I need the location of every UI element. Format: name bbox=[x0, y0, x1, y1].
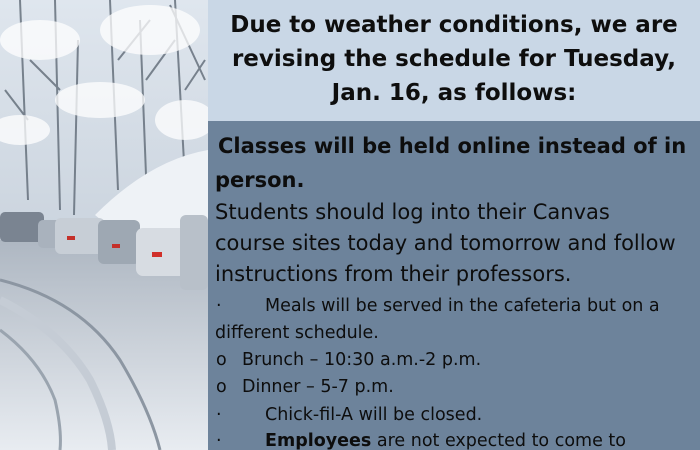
heading-line-1: Due to weather conditions, we are bbox=[230, 12, 678, 38]
snowy-road-image bbox=[0, 0, 208, 450]
bullet-marker: · bbox=[216, 296, 222, 316]
notice-body bbox=[208, 121, 700, 450]
dinner-line: Dinner – 5-7 p.m. bbox=[242, 377, 394, 397]
bullet-marker: · bbox=[216, 405, 222, 425]
employees-line bbox=[265, 431, 626, 450]
employees-text: are not expected to come to bbox=[371, 431, 626, 450]
chick-fil-a-line: Chick-fil-A will be closed. bbox=[265, 405, 483, 425]
bullet-marker: · bbox=[216, 431, 222, 450]
snowy-road-photo bbox=[0, 0, 208, 450]
heading-line-2: revising the schedule for Tuesday, bbox=[231, 46, 677, 72]
employees-bold: Employees bbox=[265, 431, 372, 450]
sub-bullet-marker: o bbox=[216, 377, 227, 397]
canvas-instructions-line-3: instructions from their professors. bbox=[215, 262, 572, 286]
brunch-line: Brunch – 10:30 a.m.-2 p.m. bbox=[242, 350, 482, 370]
header-panel bbox=[208, 0, 700, 121]
canvas-instructions-line-1: Students should log into their Canvas bbox=[215, 200, 610, 224]
canvas-instructions-line-2: course sites today and tomorrow and follow bbox=[215, 231, 676, 255]
notice-heading bbox=[208, 8, 700, 110]
classes-online-line-2: person. bbox=[215, 168, 305, 192]
meals-line-1: Meals will be served in the cafeteria but on a bbox=[265, 296, 660, 316]
heading-line-3: Jan. 16, as follows: bbox=[331, 80, 577, 106]
sub-bullet-marker: o bbox=[216, 350, 227, 370]
classes-online-line-1: Classes will be held online instead of in bbox=[218, 134, 687, 158]
meals-line-2: different schedule. bbox=[215, 323, 379, 343]
